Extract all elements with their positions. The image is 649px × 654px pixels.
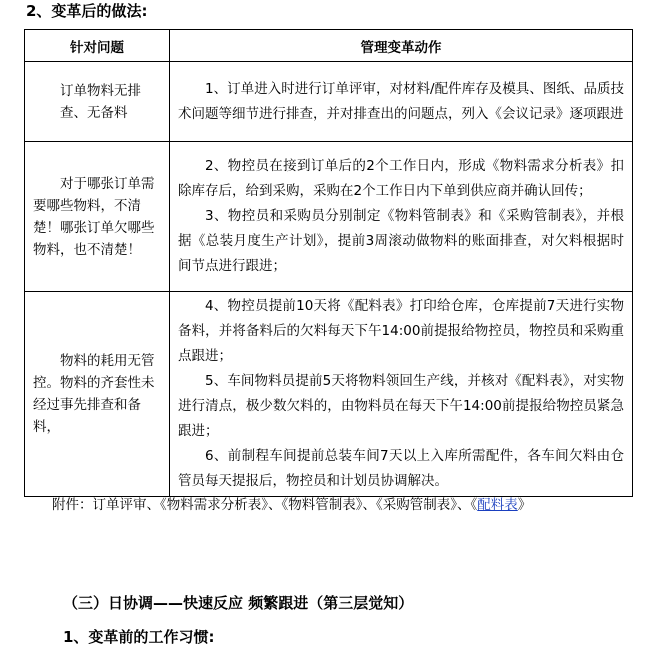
table-row [25, 292, 633, 497]
header-action: 管理变革动作 [170, 30, 633, 62]
issue-text: 订单物料无排查、无备料 [60, 82, 141, 121]
reform-table [24, 29, 633, 497]
issue-cell [25, 62, 170, 142]
table-row [25, 142, 633, 292]
action-cell [170, 62, 633, 142]
action-text: 4、物控员提前10天将《配料表》打印给仓库，仓库提前7天进行实物备料，并将备料后的欠料每天下午14:00前提报给物控员，物控员和采购重点跟进； [178, 298, 624, 364]
action-cell [170, 292, 633, 497]
sub-heading: （三）日协调——快速反应 频繁跟进（第三层觉知） [63, 594, 414, 612]
issue-text: 对于哪张订单需要哪些物料，不清楚！哪张订单欠哪些物料，也不清楚！ [33, 175, 155, 258]
action-text: 3、物控员和采购员分别制定《物料管制表》和《采购管制表》，并根据《总装月度生产计划》，提前3周滚动做物料的账面排查，对欠料根据时间节点进行跟进； [178, 208, 624, 274]
table-row [25, 62, 633, 142]
action-cell [170, 142, 633, 292]
action-text: 6、前制程车间提前总装车间7天以上入库所需配件，各车间欠料由仓管员每天提报后，物控员和计划员协调解决。 [178, 448, 624, 489]
issue-cell [25, 142, 170, 292]
issue-text: 物料的耗用无管控。物料的齐套性未经过事先排查和备料， [33, 353, 155, 435]
annex-text: 附件：订单评审、《物料需求分析表》、《物料管制表》、《采购管制表》、《 [52, 497, 478, 513]
section-heading: 2、变革后的做法: [26, 2, 148, 20]
annex-end: 》 [517, 497, 532, 513]
annex-paragraph [24, 490, 636, 520]
annex-link[interactable]: 配料表 [477, 497, 518, 513]
table-header-row [25, 30, 633, 62]
action-text: 5、车间物料员提前5天将物料领回生产线，并核对《配料表》，对实物进行清点，极少数欠料的，由物料员在每天下午14:00前提报给物控员紧急跟进； [178, 373, 624, 439]
action-text: 2、物控员在接到订单后的2个工作日内，形成《物料需求分析表》扣除库存后，给到采购，采购在2个工作日内下单到供应商并确认回传； [178, 158, 624, 199]
header-issue: 针对问题 [25, 30, 170, 62]
sub-heading-2: 1、变革前的工作习惯: [63, 628, 215, 646]
issue-cell [25, 292, 170, 497]
action-text: 1、订单进入时进行订单评审，对材料/配件库存及模具、图纸、品质技术问题等细节进行排查，并对排查出的问题点，列入《会议记录》逐项跟进 [178, 80, 624, 122]
